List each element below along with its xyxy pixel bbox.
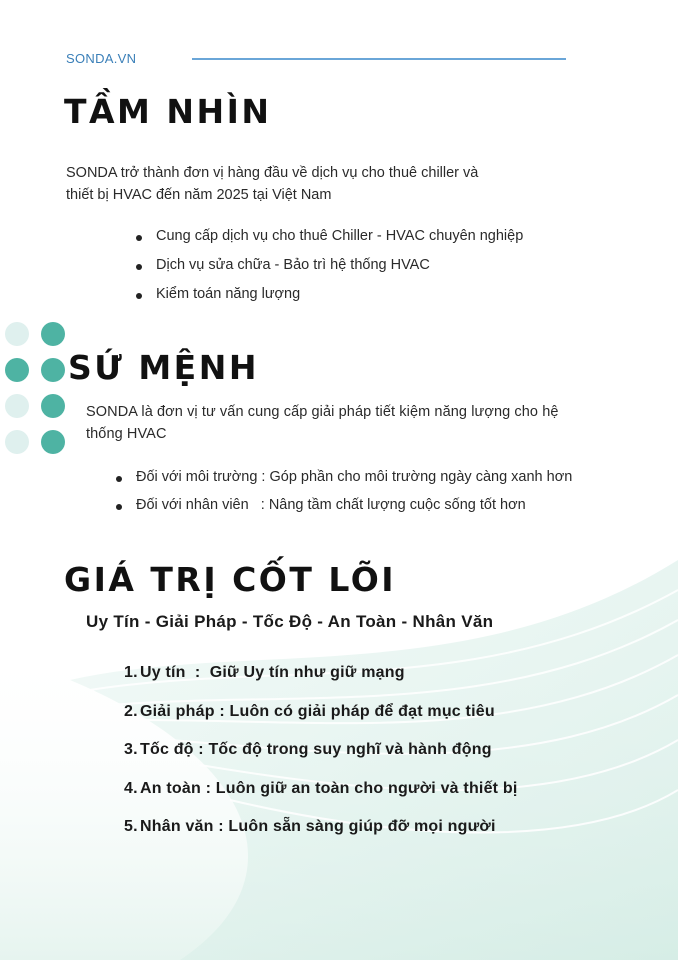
- mission-paragraph: [86, 401, 646, 445]
- core-value-number: 4.: [124, 779, 138, 797]
- core-value-text: Uy tín : Giữ Uy tín như giữ mạng: [140, 664, 405, 681]
- mission-list-item: Đối với nhân viên : Nâng tầm chất lượng cuộc sống tốt hơn: [116, 497, 572, 525]
- core-value-text: Nhân văn : Luôn sẵn sàng giúp đỡ mọi người: [140, 818, 496, 835]
- core-value-text: Giải pháp : Luôn có giải pháp để đạt mục tiêu: [140, 702, 495, 720]
- mission-paragraph-line-1: SONDA là đơn vị tư vấn cung cấp giải pháp tiết kiệm năng lượng cho hệ: [86, 404, 559, 420]
- core-value-number: 3.: [124, 741, 138, 758]
- mission-list-item: Đối với môi trường : Góp phần cho môi trường ngày càng xanh hơn: [116, 469, 572, 497]
- core-value-item: [124, 703, 517, 742]
- core-values-title: GIÁ TRỊ CỐT LÕI: [64, 560, 397, 599]
- mission-title: SỨ MỆNH: [68, 348, 259, 387]
- core-value-item: [124, 664, 517, 703]
- vision-paragraph-line-2: thiết bị HVAC đến năm 2025 tại Việt Nam: [66, 187, 332, 203]
- vision-paragraph: [66, 162, 586, 206]
- vision-title: TẦM NHÌN: [64, 92, 272, 131]
- core-values-list: [124, 664, 517, 857]
- core-value-text: Tốc độ : Tốc độ trong suy nghĩ và hành động: [140, 741, 492, 758]
- vision-list-item: Kiểm toán năng lượng: [136, 286, 523, 315]
- core-value-item: [124, 741, 517, 780]
- mission-list: [116, 469, 572, 525]
- decorative-dots: [5, 322, 67, 454]
- core-value-number: 5.: [124, 818, 138, 835]
- core-values-tagline: Uy Tín - Giải Pháp - Tốc Độ - An Toàn - Nhân Văn: [86, 612, 494, 631]
- core-value-number: 1.: [124, 664, 138, 681]
- core-value-number: 2.: [124, 702, 138, 720]
- header-divider: [192, 58, 566, 60]
- vision-list: [136, 228, 523, 315]
- mission-paragraph-line-2: thống HVAC: [86, 426, 167, 442]
- vision-paragraph-line-1: SONDA trở thành đơn vị hàng đầu về dịch vụ cho thuê chiller và: [66, 165, 479, 181]
- core-value-text: An toàn : Luôn giữ an toàn cho người và thiết bị: [140, 779, 518, 797]
- vision-list-item: Cung cấp dịch vụ cho thuê Chiller - HVAC chuyên nghiệp: [136, 228, 523, 257]
- vision-list-item: Dịch vụ sửa chữa - Bảo trì hệ thống HVAC: [136, 257, 523, 286]
- core-value-item: [124, 780, 517, 819]
- brand-name: SONDA.VN: [66, 51, 137, 66]
- core-value-item: [124, 818, 517, 857]
